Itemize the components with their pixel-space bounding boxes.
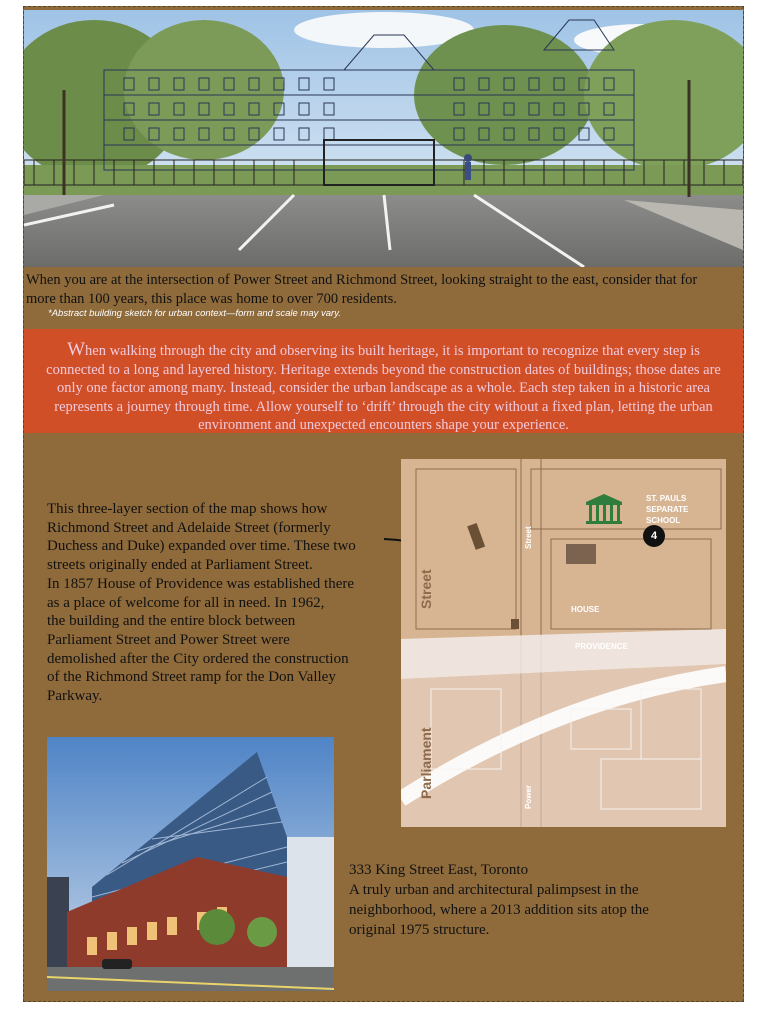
intro-years-value: 100: [88, 291, 110, 307]
heritage-quote-text: hen walking through the city and observing its built heritage, it is important to recognize that every step is connected to a long and layered history. Heritage extends beyond the construction dates of buildings; those dates are only one factor among many. Instead, consider the urban landscape as a whole. Each step taken in a historic area represents a journey through time. Allow yourself to ‘drift’ through the city without a fixed plan, letting the urban environment and unexpected encounters shape your experience.: [46, 343, 721, 433]
map-description-line: In 1857 House of Providence was established there: [47, 575, 355, 592]
intro-line-1: When you are at the intersection of Power Street and Richmond Street, looking straight to the east, consider that for: [26, 272, 698, 288]
historic-map: [401, 459, 726, 827]
map-label-house: HOUSE: [571, 605, 600, 614]
caption-title: 333 King Street East, Toronto: [349, 862, 529, 878]
map-description-line: Parkway.: [47, 688, 103, 705]
map-label-providence: PROVIDENCE: [575, 642, 628, 651]
map-label-street-left: Street: [418, 569, 434, 609]
intro-line-2a: more than: [26, 291, 85, 307]
map-label-parliament: Parliament: [418, 727, 434, 799]
map-description-line: of the Richmond Street ramp for the Don Valley: [47, 669, 336, 686]
map-pin-4: 4: [643, 525, 665, 547]
map-description-line: This three-layer section of the map shows how: [47, 501, 328, 517]
historic-map-image: [401, 459, 726, 827]
map-description-line: demolished after the City ordered the construction: [47, 650, 349, 667]
map-label-power: Power: [524, 784, 533, 809]
map-label-separate: SEPARATE: [646, 505, 689, 514]
hero-illustration: [24, 10, 743, 267]
map-description-line: Richmond Street and Adelaide Street (formerly: [47, 519, 331, 536]
intro-paragraph: [26, 271, 742, 309]
map-description-line: streets originally ended at Parliament Street.: [47, 557, 313, 574]
drop-cap: W: [67, 339, 86, 360]
map-description-line: Duchess and Duke) expanded over time. These two: [47, 538, 356, 555]
map-description-line: as a place of welcome for all in need. In 1962,: [47, 594, 325, 611]
map-description-line: the building and the entire block between: [47, 613, 296, 630]
caption-line-3: neighborhood, where a 2013 addition sits atop the: [349, 902, 649, 918]
building-photo: [47, 737, 334, 991]
map-description: [47, 500, 387, 706]
map-label-st-pauls: ST. PAULS: [646, 494, 687, 503]
map-label-school: SCHOOL: [646, 516, 681, 525]
caption-line-4: original 1975 structure.: [349, 922, 490, 938]
building-illustration: [47, 737, 334, 991]
heritage-quote-band: [24, 329, 743, 433]
map-description-line: Parliament Street and Power Street were: [47, 631, 290, 648]
caption-line-2: A truly urban and architectural palimpsest in the: [349, 882, 639, 898]
hero-street-sketch-image: [24, 10, 743, 267]
building-caption: [349, 860, 689, 940]
page-frame: [23, 6, 744, 1002]
sketch-note: *Abstract building sketch for urban context—form and scale may vary.: [48, 308, 341, 319]
map-label-street-top: Street: [524, 526, 533, 549]
intro-line-2c: years, this place was home to over 700 residents.: [113, 291, 397, 307]
